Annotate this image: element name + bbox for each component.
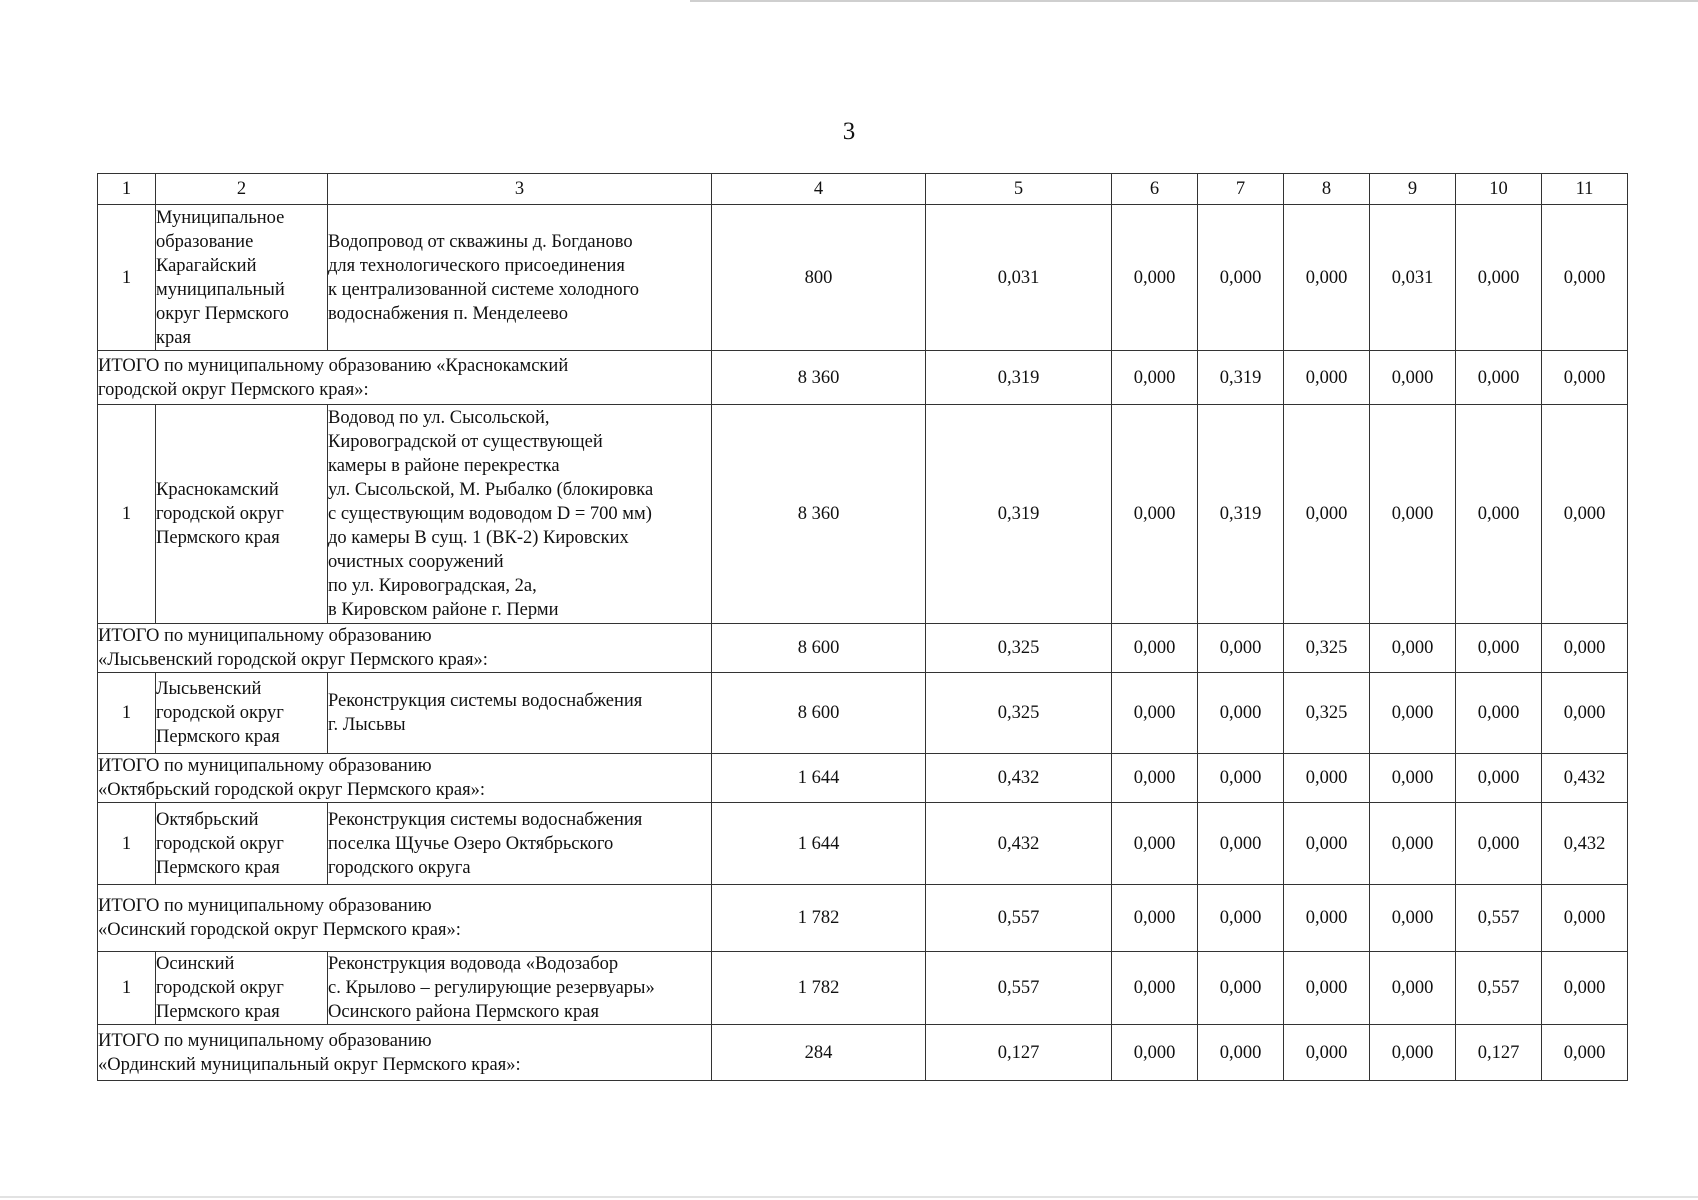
value-cell: 0,000 bbox=[1456, 673, 1542, 754]
value-cell: 0,432 bbox=[926, 754, 1112, 803]
scan-edge-bottom bbox=[0, 1196, 1698, 1198]
value-cell: 1 782 bbox=[712, 952, 926, 1025]
value-cell: 0,557 bbox=[926, 885, 1112, 952]
value-cell: 0,000 bbox=[1370, 885, 1456, 952]
value-cell: 0,000 bbox=[1112, 205, 1198, 351]
header-cell: 4 bbox=[712, 174, 926, 205]
header-row bbox=[98, 174, 1628, 205]
total-row bbox=[98, 1025, 1628, 1081]
investment-table bbox=[97, 173, 1628, 1081]
value-cell: 0,000 bbox=[1198, 803, 1284, 885]
value-cell: 0,127 bbox=[926, 1025, 1112, 1081]
value-cell: 0,031 bbox=[1370, 205, 1456, 351]
value-cell: 8 600 bbox=[712, 673, 926, 754]
total-label-cell: ИТОГО по муниципальному образованию «Ординский муниципальный округ Пермского края»: bbox=[98, 1025, 712, 1081]
object-description-cell: Реконструкция водовода «Водозабор с. Крылово – регулирующие резервуары» Осинского района Пермского края bbox=[328, 952, 712, 1025]
header-cell: 1 bbox=[98, 174, 156, 205]
value-cell: 0,000 bbox=[1112, 351, 1198, 405]
value-cell: 0,319 bbox=[926, 405, 1112, 624]
row-number-cell: 1 bbox=[98, 673, 156, 754]
value-cell: 0,000 bbox=[1198, 754, 1284, 803]
row-number-cell: 1 bbox=[98, 405, 156, 624]
scan-edge-top bbox=[690, 0, 1698, 2]
value-cell: 0,000 bbox=[1284, 405, 1370, 624]
value-cell: 0,000 bbox=[1456, 405, 1542, 624]
value-cell: 0,000 bbox=[1112, 803, 1198, 885]
value-cell: 0,000 bbox=[1284, 351, 1370, 405]
value-cell: 0,000 bbox=[1542, 1025, 1628, 1081]
value-cell: 0,000 bbox=[1198, 205, 1284, 351]
header-cell: 3 bbox=[328, 174, 712, 205]
value-cell: 0,000 bbox=[1370, 803, 1456, 885]
value-cell: 0,325 bbox=[926, 624, 1112, 673]
value-cell: 0,000 bbox=[1370, 351, 1456, 405]
object-description-cell: Реконструкция системы водоснабжения г. Лысьвы bbox=[328, 673, 712, 754]
header-cell: 10 bbox=[1456, 174, 1542, 205]
object-row bbox=[98, 952, 1628, 1025]
header-cell: 7 bbox=[1198, 174, 1284, 205]
page-number: 3 bbox=[842, 118, 856, 145]
total-row bbox=[98, 754, 1628, 803]
value-cell: 284 bbox=[712, 1025, 926, 1081]
row-number-cell: 1 bbox=[98, 952, 156, 1025]
value-cell: 0,557 bbox=[1456, 885, 1542, 952]
value-cell: 0,325 bbox=[1284, 624, 1370, 673]
value-cell: 0,000 bbox=[1370, 754, 1456, 803]
value-cell: 0,000 bbox=[1456, 205, 1542, 351]
value-cell: 0,000 bbox=[1284, 754, 1370, 803]
header-cell: 6 bbox=[1112, 174, 1198, 205]
value-cell: 800 bbox=[712, 205, 926, 351]
value-cell: 0,000 bbox=[1370, 1025, 1456, 1081]
object-row bbox=[98, 405, 1628, 624]
value-cell: 1 782 bbox=[712, 885, 926, 952]
value-cell: 0,319 bbox=[1198, 405, 1284, 624]
value-cell: 0,000 bbox=[1112, 405, 1198, 624]
object-row bbox=[98, 803, 1628, 885]
value-cell: 0,000 bbox=[1370, 673, 1456, 754]
value-cell: 0,000 bbox=[1284, 885, 1370, 952]
value-cell: 0,000 bbox=[1112, 952, 1198, 1025]
value-cell: 0,000 bbox=[1198, 673, 1284, 754]
value-cell: 0,000 bbox=[1542, 624, 1628, 673]
header-cell: 2 bbox=[156, 174, 328, 205]
total-label-cell: ИТОГО по муниципальному образованию «Осинский городской округ Пермского края»: bbox=[98, 885, 712, 952]
value-cell: 0,000 bbox=[1456, 351, 1542, 405]
row-number-cell: 1 bbox=[98, 205, 156, 351]
value-cell: 0,000 bbox=[1284, 952, 1370, 1025]
value-cell: 0,000 bbox=[1198, 624, 1284, 673]
value-cell: 0,000 bbox=[1370, 405, 1456, 624]
object-description-cell: Водопровод от скважины д. Богданово для технологического присоединения к централизованной системе холодного водоснабжения п. Менделеево bbox=[328, 205, 712, 351]
municipality-cell: Краснокамский городской округ Пермского края bbox=[156, 405, 328, 624]
total-row bbox=[98, 885, 1628, 952]
municipality-cell: Лысьвенский городской округ Пермского края bbox=[156, 673, 328, 754]
total-label-cell: ИТОГО по муниципальному образованию «Лысьвенский городской округ Пермского края»: bbox=[98, 624, 712, 673]
total-row bbox=[98, 624, 1628, 673]
header-cell: 9 bbox=[1370, 174, 1456, 205]
total-row bbox=[98, 351, 1628, 405]
value-cell: 0,319 bbox=[1198, 351, 1284, 405]
value-cell: 0,000 bbox=[1112, 673, 1198, 754]
object-row bbox=[98, 205, 1628, 351]
value-cell: 0,000 bbox=[1198, 1025, 1284, 1081]
row-number-cell: 1 bbox=[98, 803, 156, 885]
value-cell: 0,432 bbox=[1542, 803, 1628, 885]
value-cell: 0,325 bbox=[1284, 673, 1370, 754]
value-cell: 0,319 bbox=[926, 351, 1112, 405]
value-cell: 0,557 bbox=[1456, 952, 1542, 1025]
value-cell: 0,000 bbox=[1112, 754, 1198, 803]
value-cell: 8 360 bbox=[712, 351, 926, 405]
value-cell: 0,000 bbox=[1456, 624, 1542, 673]
header-cell: 11 bbox=[1542, 174, 1628, 205]
value-cell: 0,432 bbox=[926, 803, 1112, 885]
value-cell: 8 600 bbox=[712, 624, 926, 673]
value-cell: 0,031 bbox=[926, 205, 1112, 351]
value-cell: 0,000 bbox=[1542, 205, 1628, 351]
total-label-cell: ИТОГО по муниципальному образованию «Краснокамский городской округ Пермского края»: bbox=[98, 351, 712, 405]
value-cell: 0,557 bbox=[926, 952, 1112, 1025]
value-cell: 0,000 bbox=[1456, 803, 1542, 885]
municipality-cell: Октябрьский городской округ Пермского края bbox=[156, 803, 328, 885]
value-cell: 0,000 bbox=[1112, 1025, 1198, 1081]
value-cell: 0,000 bbox=[1542, 405, 1628, 624]
value-cell: 0,000 bbox=[1456, 754, 1542, 803]
value-cell: 0,000 bbox=[1284, 1025, 1370, 1081]
value-cell: 1 644 bbox=[712, 803, 926, 885]
value-cell: 0,000 bbox=[1198, 952, 1284, 1025]
value-cell: 0,127 bbox=[1456, 1025, 1542, 1081]
header-cell: 8 bbox=[1284, 174, 1370, 205]
object-description-cell: Реконструкция системы водоснабжения поселка Щучье Озеро Октябрьского городского округа bbox=[328, 803, 712, 885]
municipality-cell: Осинский городской округ Пермского края bbox=[156, 952, 328, 1025]
value-cell: 0,000 bbox=[1542, 351, 1628, 405]
value-cell: 1 644 bbox=[712, 754, 926, 803]
value-cell: 0,000 bbox=[1542, 885, 1628, 952]
value-cell: 0,000 bbox=[1542, 673, 1628, 754]
value-cell: 0,000 bbox=[1370, 952, 1456, 1025]
value-cell: 0,000 bbox=[1198, 885, 1284, 952]
value-cell: 0,000 bbox=[1284, 205, 1370, 351]
value-cell: 0,325 bbox=[926, 673, 1112, 754]
value-cell: 0,000 bbox=[1284, 803, 1370, 885]
total-label-cell: ИТОГО по муниципальному образованию «Октябрьский городской округ Пермского края»: bbox=[98, 754, 712, 803]
header-cell: 5 bbox=[926, 174, 1112, 205]
value-cell: 0,432 bbox=[1542, 754, 1628, 803]
value-cell: 0,000 bbox=[1542, 952, 1628, 1025]
object-row bbox=[98, 673, 1628, 754]
value-cell: 0,000 bbox=[1112, 624, 1198, 673]
value-cell: 8 360 bbox=[712, 405, 926, 624]
object-description-cell: Водовод по ул. Сысольской, Кировоградской от существующей камеры в районе перекрестка ул. Сысольской, М. Рыбалко (блокировка с существующим водоводом D = 700 мм) до камеры В сущ. 1 (ВК-2) Кировских очистных сооружений по ул. Кировоградская, 2а, в Кировском районе г. Перми bbox=[328, 405, 712, 624]
municipality-cell: Муниципальное образование Карагайский муниципальный округ Пермского края bbox=[156, 205, 328, 351]
value-cell: 0,000 bbox=[1112, 885, 1198, 952]
value-cell: 0,000 bbox=[1370, 624, 1456, 673]
